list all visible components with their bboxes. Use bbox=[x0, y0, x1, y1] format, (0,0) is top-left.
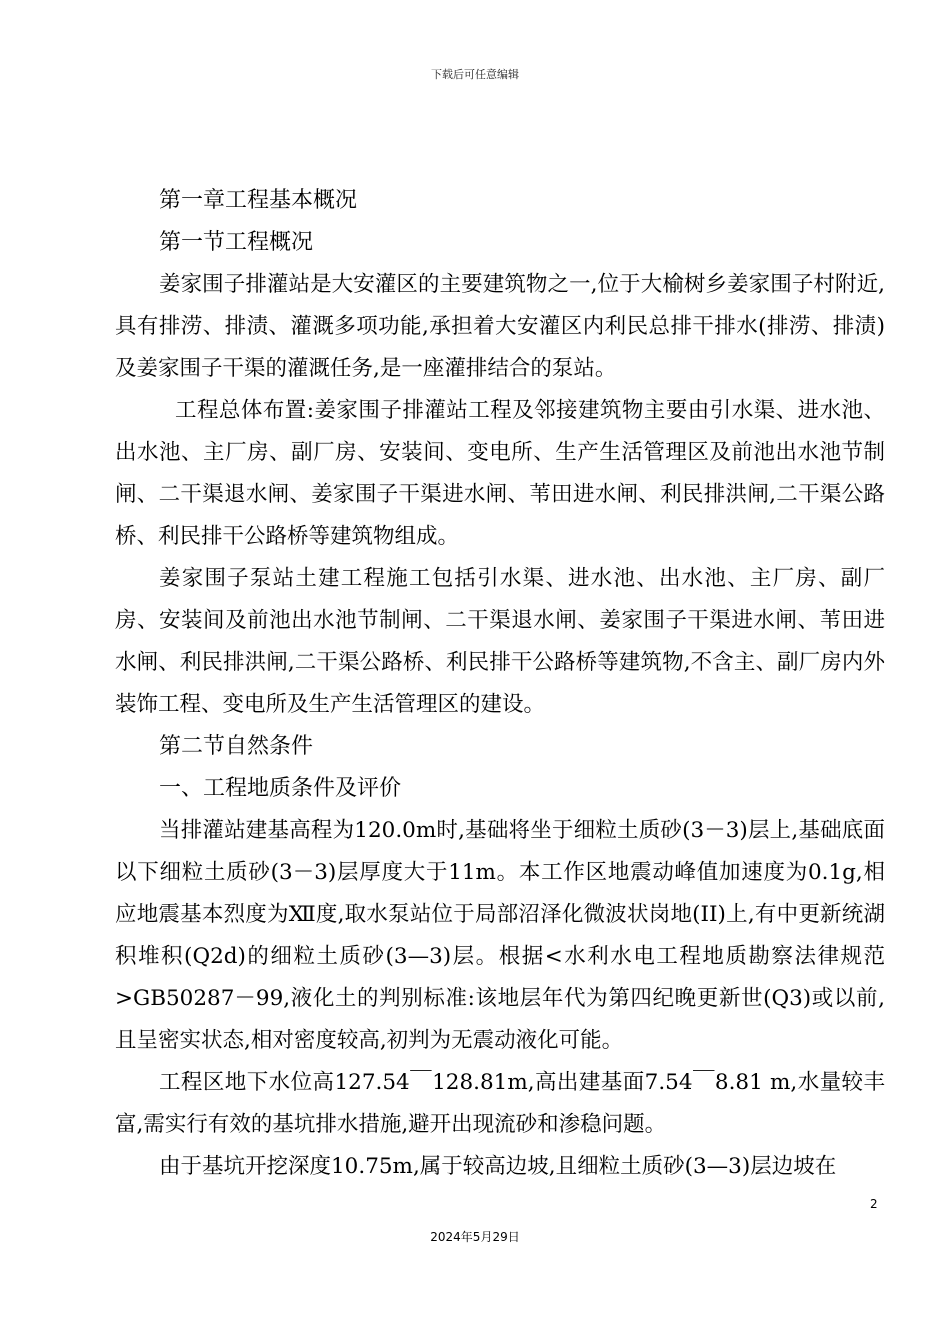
header-note: 下载后可任意编辑 bbox=[431, 68, 519, 81]
paragraph: 姜家围子泵站土建工程施工包括引水渠、进水池、出水池、主厂房、副厂房、安装间及前池出水池节制闸、二干渠退水闸、姜家围子干渠进水闸、苇田进水闸、利民排洪闸,二干渠公路桥、利民排干公路桥等建筑物,不含主、副厂房内外装饰工程、变电所及生产生活管理区的建设。 bbox=[115, 566, 885, 717]
subsection-title: 一、工程地质条件及评价 bbox=[159, 776, 402, 801]
page-number: 2 bbox=[870, 1197, 878, 1211]
chapter-title: 第一章工程基本概况 bbox=[159, 188, 358, 213]
paragraph: 姜家围子排灌站是大安灌区的主要建筑物之一,位于大榆树乡姜家围子村附近,具有排涝、排渍、灌溉多项功能,承担着大安灌区内利民总排干排水(排涝、排渍)及姜家围子干渠的灌溉任务,是一座灌排结合的泵站。 bbox=[115, 272, 885, 381]
section-title: 第二节自然条件 bbox=[159, 734, 314, 759]
paragraph: 由于基坑开挖深度10.75m,属于较高边坡,且细粒土质砂(3—3)层边坡在 bbox=[159, 1154, 837, 1179]
paragraph: 当排灌站建基高程为120.0m时,基础将坐于细粒土质砂(3－3)层上,基础底面以下细粒土质砂(3－3)层厚度大于11m。本工作区地震动峰值加速度为0.1g,相应地震基本烈度为Ⅻ度,取水泵站位于局部沼泽化微波状岗地(II)上,有中更新统湖积堆积(Q2d)的细粒土质砂(3—3)层。根据<水利水电工程地质勘察法律规范>GB50287－99,液化土的判别标准:该地层年代为第四纪晚更新世(Q3)或以前,且呈密实状态,相对密度较高,初判为无震动液化可能。 bbox=[115, 818, 885, 1053]
footer-date: 2024年5月29日 bbox=[430, 1230, 520, 1244]
document-body bbox=[115, 180, 885, 1188]
paragraph: 工程区地下水位高127.54￣128.81m,高出建基面7.54￣8.81 m,水量较丰富,需实行有效的基坑排水措施,避开出现流砂和渗稳问题。 bbox=[115, 1070, 885, 1137]
section-title: 第一节工程概况 bbox=[159, 230, 314, 255]
paragraph: 工程总体布置:姜家围子排灌站工程及邻接建筑物主要由引水渠、进水池、出水池、主厂房、副厂房、安装间、变电所、生产生活管理区及前池出水池节制闸、二干渠退水闸、姜家围子干渠进水闸、苇田进水闸、利民排洪闸,二干渠公路桥、利民排干公路桥等建筑物组成。 bbox=[115, 398, 885, 549]
